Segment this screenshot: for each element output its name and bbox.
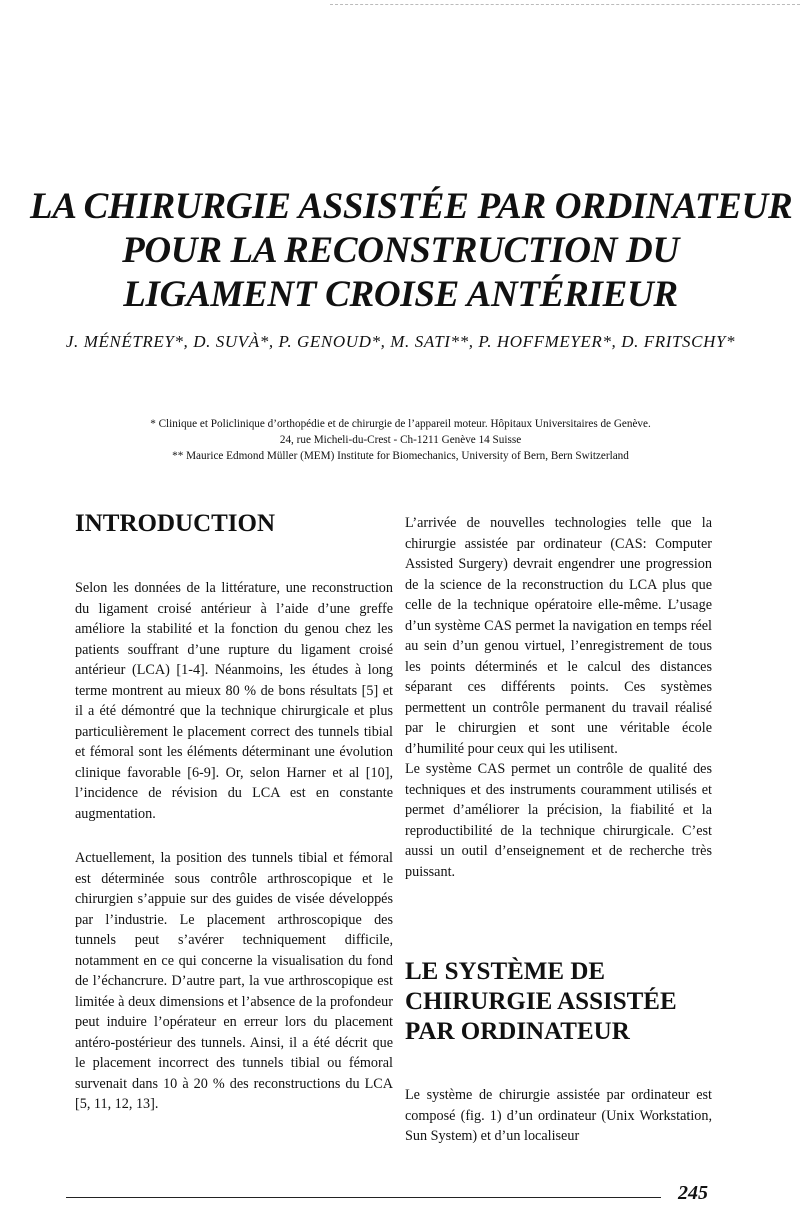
title-line-3: LIGAMENT CROISE ANTÉRIEUR [123,274,678,315]
title-line-1: LA CHIRURGIE ASSISTÉE PAR ORDINATEUR [30,186,793,227]
left-column-2 [75,848,393,1115]
intro-paragraph-2: Actuellement, la position des tunnels tibial et fémoral est déterminée sous contrôle arthroscopique et le chirurgien s’appuie sur des guides de visée développés par l’industrie. Le placement arthroscopique des tunnels peut s’avérer techniquement difficile, notamment en ce qui concerne la visualisation du fond de l’échancrure. D’autre part, la vue arthroscopique est limitée à deux dimensions et l’absence de la profondeur peut induire l’opérateur en erreur lors du placement antéro-postérieur des tunnels. Ainsi, il a été décrit que le placement incorrect des tunnels tibial ou fémoral survenait dans 10 à 20 % des reconstructions du LCA [5, 11, 12, 13]. [75,850,393,1112]
affiliation-1: * Clinique et Policlinique d’orthopédie et de chirurgie de l’appareil moteur. Hôpitaux Universitaires de Genève. [150,418,651,430]
page-number: 245 [678,1182,708,1204]
right-column-2 [405,1085,712,1147]
intro-paragraph-4: Le système CAS permet un contrôle de qualité des techniques et des instruments couramment utilisés et permet d’améliorer la précision, la fiabilité et la reproductibilité de la technique chirurgicale. C’est aussi un outil d’enseignement et de recherche très puissant. [405,761,712,880]
heading-cas-line-1: LE SYSTÈME DE [405,958,606,985]
heading-cas-line-3: PAR ORDINATEUR [405,1018,630,1045]
top-rule [330,4,800,5]
heading-introduction: INTRODUCTION [75,510,276,537]
affiliations [60,416,741,464]
intro-paragraph-1: Selon les données de la littérature, une reconstruction du ligament croisé antérieur à l’aide d’une greffe améliore la stabilité et la fonction du genou chez les patients souffrant d’une rupture du ligament croisé antérieur (LCA) [1-4]. Néanmoins, les études à long terme montrent au mieux 80 % de bons résultats [5] et il a été démontré que la technique chirurgicale et plus particulièrement le placement correct des tunnels tibial et fémoral sont les éléments déterminant une évolution clinique favorable [6-9]. Or, selon Harner et al [10], l’incidence de révision du LCA est en constante augmentation. [75,580,393,822]
footer-rule [66,1197,661,1198]
authors: J. MÉNÉTREY*, D. SUVÀ*, P. GENOUD*, M. SATI**, P. HOFFMEYER*, D. FRITSCHY* [65,332,736,351]
title-line-2: POUR LA RECONSTRUCTION DU [122,230,679,271]
affiliation-2: ** Maurice Edmond Müller (MEM) Institute for Biomechanics, University of Bern, Bern Switzerland [172,450,629,462]
left-column [75,578,393,824]
affiliation-address: 24, rue Micheli-du-Crest - Ch-1211 Genève 14 Suisse [279,434,522,446]
heading-cas-system [405,957,677,1047]
cas-paragraph-1: Le système de chirurgie assistée par ordinateur est composé (fig. 1) d’un ordinateur (Unix Workstation, Sun System) et d’un localiseur [405,1087,712,1144]
article-title [30,185,793,317]
heading-cas-line-2: CHIRURGIE ASSISTÉE [405,988,677,1015]
intro-paragraph-3: L’arrivée de nouvelles technologies telle que la chirurgie assistée par ordinateur (CAS: Computer Assisted Surgery) devrait engendrer une progression de la science de la reconstruction du LCA plus que celle de la technique opératoire elle-même. L’usage d’un système CAS permet la navigation en temps réel au sein d’un genou virtuel, l’enregistrement de tous les points déterminés et le calcul des distances séparant ces différents points. Ces systèmes permettent un contrôle permanent du travail réalisé par le chirurgien et sont une véritable école d’humilité pour ceux qui les utilisent. [405,515,712,757]
right-column [405,513,712,882]
